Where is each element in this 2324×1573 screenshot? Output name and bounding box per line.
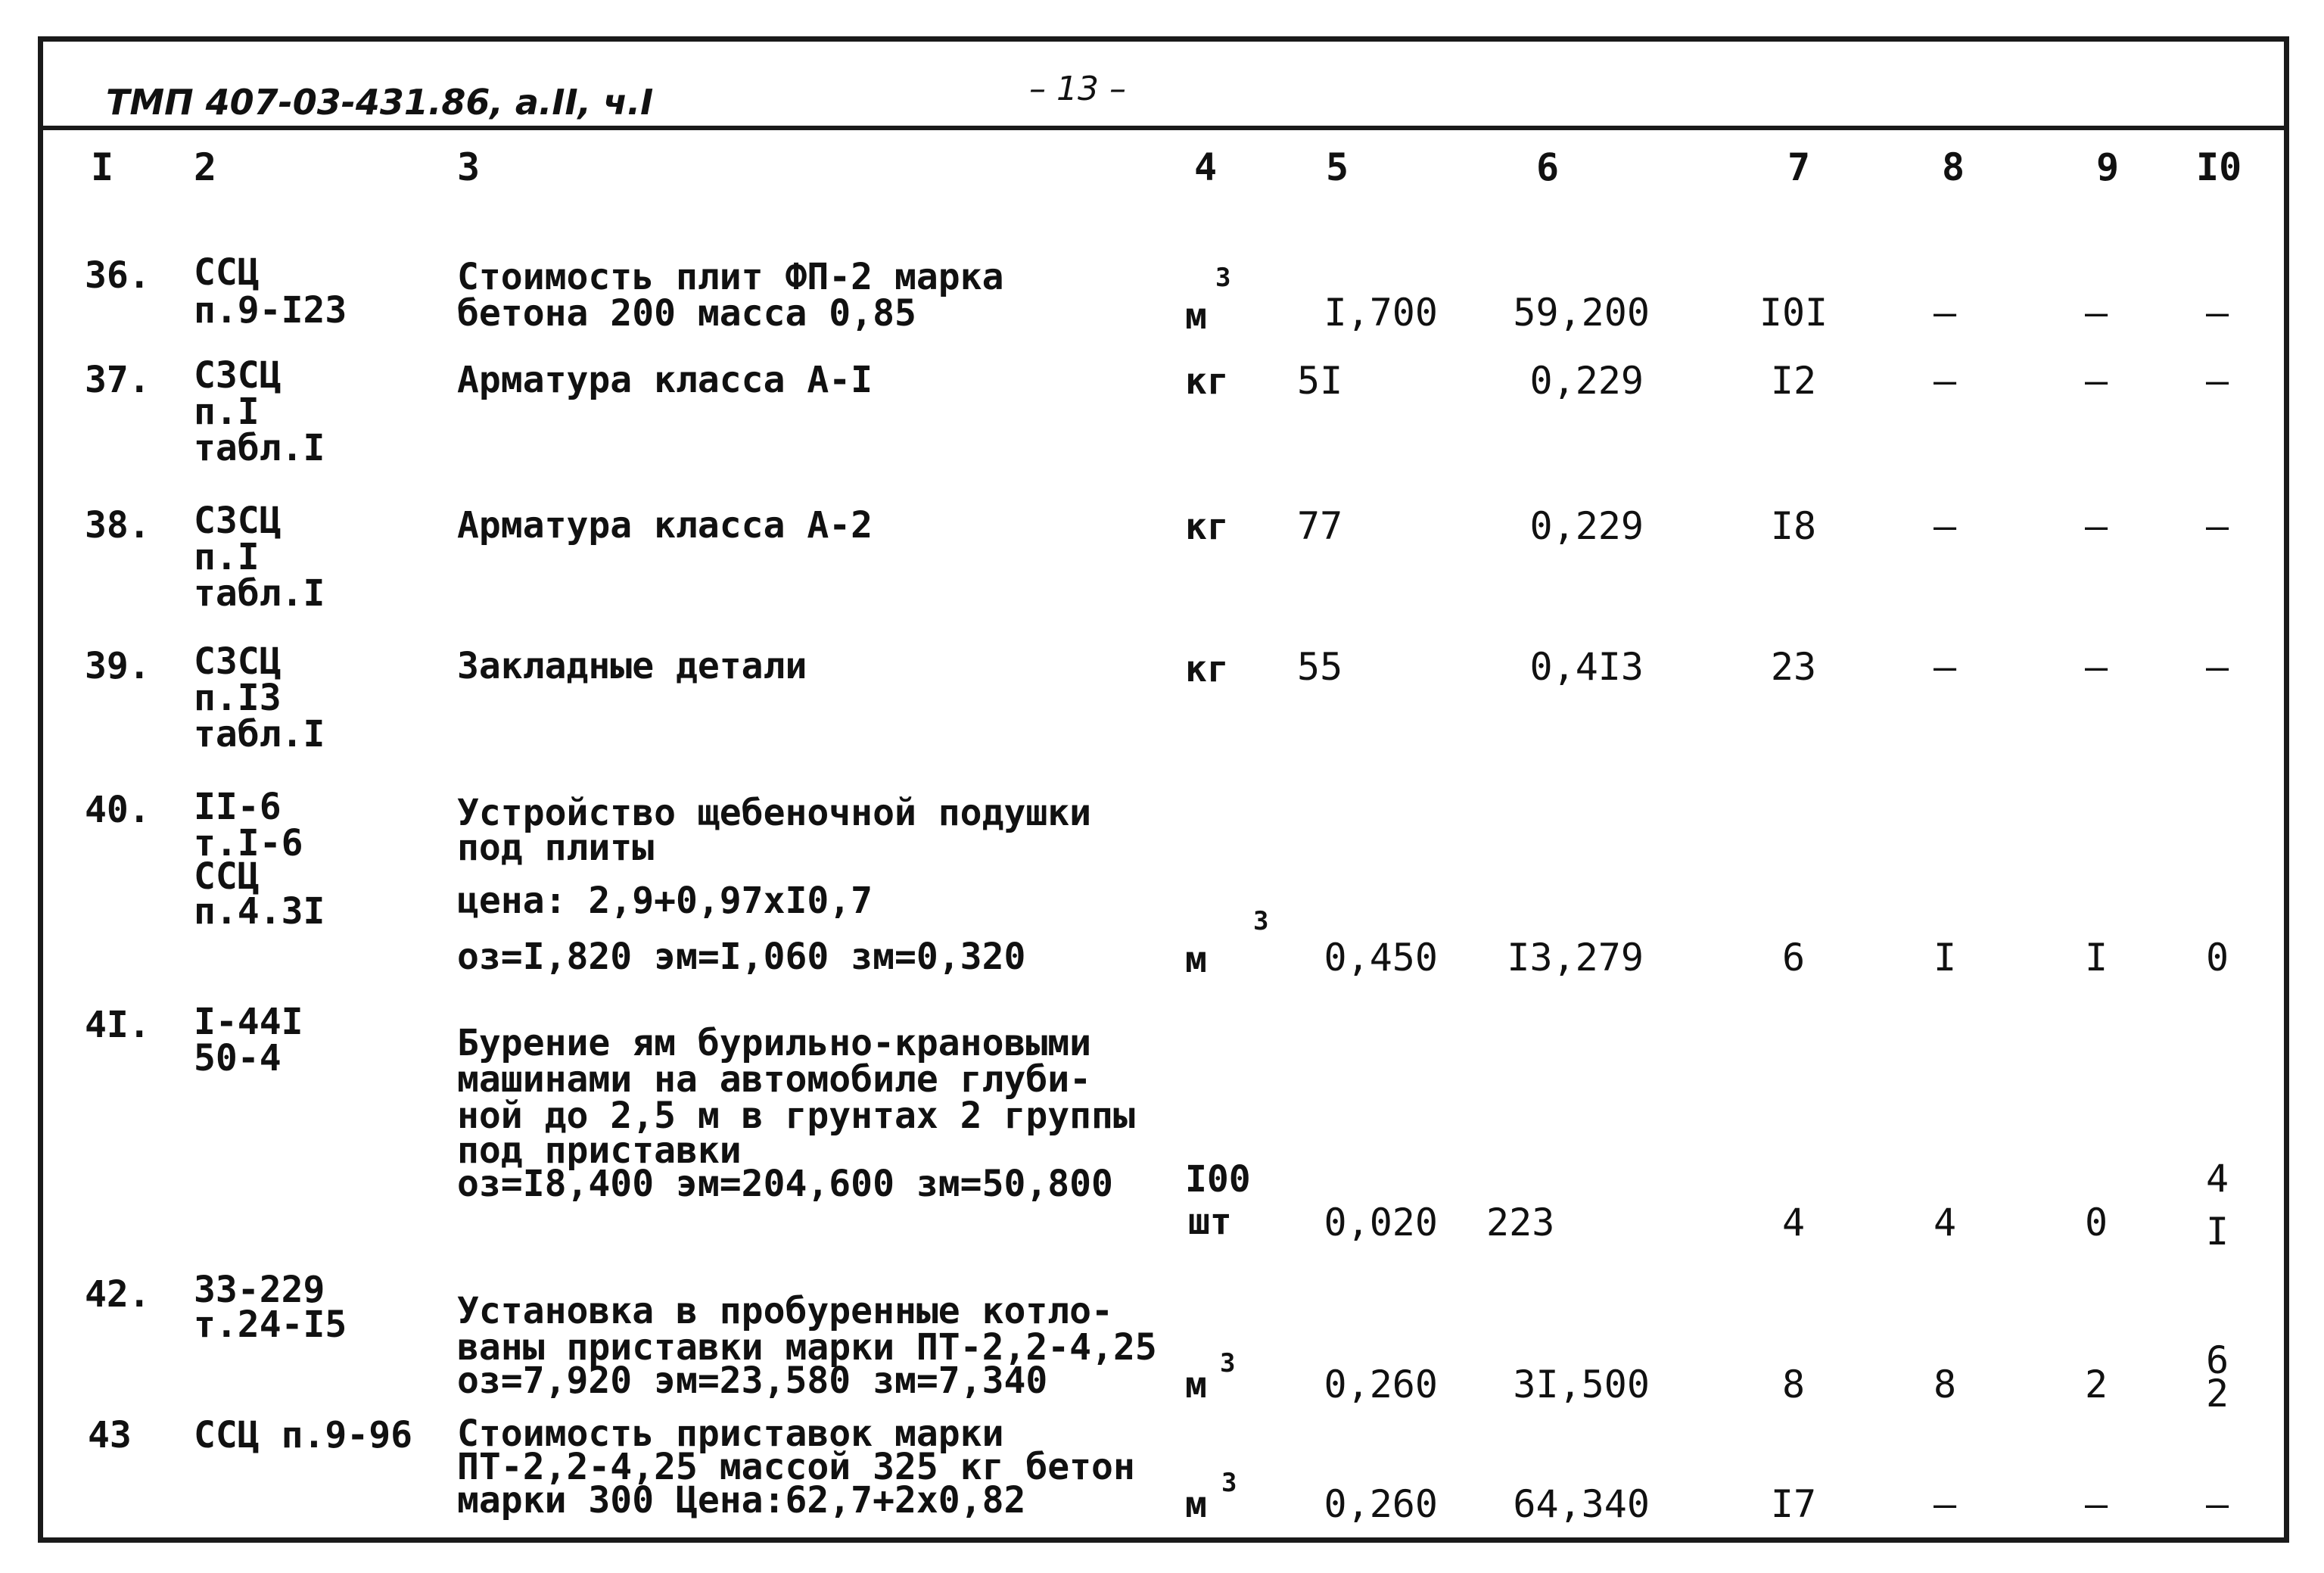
norm-code-line: I-44I: [194, 1001, 303, 1043]
unit-superscript: 3: [1215, 263, 1231, 293]
norm-code-line: т.24-I5: [194, 1304, 347, 1346]
col8-value: –: [1933, 645, 1957, 689]
description-line: под плиты: [457, 827, 655, 869]
unit-price: 0,4I3: [1529, 645, 1644, 689]
row-number: 4I.: [85, 1004, 151, 1046]
col8-value: –: [1933, 359, 1957, 403]
unit-superscript: 3: [1253, 906, 1269, 936]
page-number: – 13 –: [1029, 70, 1126, 108]
description-line: Арматура класса А-I: [457, 359, 873, 401]
col8-value: 4: [1933, 1201, 1957, 1244]
norm-code-line: табл.I: [194, 427, 325, 469]
wage-breakdown: оз=I8,400 эм=204,600 зм=50,800: [457, 1163, 1113, 1205]
col9-value: –: [2084, 291, 2108, 335]
norm-code-line: ССЦ п.9-96: [194, 1414, 412, 1456]
description-line: ной до 2,5 м в грунтах 2 группы: [457, 1095, 1135, 1137]
norm-code-line: II-6: [194, 786, 282, 828]
description-line: марки 300 Цена:62,7+2х0,82: [457, 1479, 1026, 1522]
col9-value: –: [2084, 1482, 2108, 1526]
col-num-9: 9: [2096, 145, 2120, 189]
description-line: Стоимость плит ФП-2 марка: [457, 256, 1004, 298]
col10-value: –: [2205, 1482, 2229, 1526]
price-formula: цена: 2,9+0,97хI0,7: [457, 880, 873, 922]
col10-value: –: [2205, 291, 2229, 335]
unit-superscript: 3: [1220, 1348, 1236, 1378]
row-number: 37.: [85, 359, 151, 401]
unit-line-2: шт: [1188, 1201, 1232, 1243]
col8-value: I: [1933, 936, 1957, 980]
unit: м: [1185, 1364, 1207, 1406]
row-number: 40.: [85, 789, 151, 831]
page-frame: [38, 36, 2289, 1543]
quantity: 0,260: [1324, 1363, 1438, 1406]
description-line: Бурение ям бурильно-крановыми: [457, 1022, 1092, 1064]
description-line: бетона 200 масса 0,85: [457, 292, 916, 335]
col10-value: –: [2205, 645, 2229, 689]
unit: кг: [1185, 506, 1229, 548]
col-num-5: 5: [1326, 145, 1349, 189]
unit-price: 0,229: [1529, 504, 1644, 548]
unit-price: 0,229: [1529, 359, 1644, 403]
norm-code-line: п.I: [194, 391, 260, 433]
col-num-8: 8: [1942, 145, 1965, 189]
quantity: 0,260: [1324, 1482, 1438, 1526]
description-line: Закладные детали: [457, 645, 807, 687]
quantity: 0,020: [1324, 1201, 1438, 1244]
unit: кг: [1185, 360, 1229, 403]
wage-breakdown: оз=7,920 эм=23,580 зм=7,340: [457, 1360, 1048, 1402]
col-num-4: 4: [1194, 145, 1218, 189]
col-num-3: 3: [457, 145, 481, 189]
col9-value: I: [2084, 936, 2108, 980]
row-number: 43: [88, 1414, 132, 1456]
col7-value: I0I: [1759, 291, 1828, 335]
norm-code-line: ССЦ: [194, 251, 260, 294]
norm-code-line: п.I: [194, 536, 260, 578]
row-number: 42.: [85, 1273, 151, 1316]
col7-value: 8: [1781, 1363, 1806, 1406]
col10-value: –: [2205, 504, 2229, 548]
unit: м: [1185, 295, 1207, 338]
norm-code-line: т.I-6: [194, 822, 303, 864]
row-number: 38.: [85, 504, 151, 547]
unit-price: I3,279: [1507, 936, 1644, 980]
col-num-10: I0: [2196, 145, 2242, 189]
norm-code-line: 50-4: [194, 1037, 282, 1079]
col10-value: 4: [2205, 1157, 2229, 1201]
quantity: 0,450: [1324, 936, 1438, 980]
quantity: 77: [1297, 504, 1343, 548]
col7-value: 6: [1781, 936, 1806, 980]
quantity: 55: [1297, 645, 1343, 689]
col9-value: –: [2084, 359, 2108, 403]
col10-value: 0: [2205, 936, 2229, 980]
col8-value: –: [1933, 1482, 1957, 1526]
norm-code-line: табл.I: [194, 713, 325, 755]
description-line: ваны приставки марки ПТ-2,2-4,25: [457, 1326, 1157, 1369]
unit-price: 3I,500: [1513, 1363, 1650, 1406]
norm-code-line: п.4.3I: [194, 890, 325, 933]
col7-value: I8: [1770, 504, 1817, 548]
col10-value: –: [2205, 359, 2229, 403]
col10-value-2: 2: [2205, 1372, 2229, 1416]
header-rule: [42, 126, 2285, 130]
col9-value: 2: [2084, 1363, 2108, 1406]
col-num-6: 6: [1536, 145, 1560, 189]
col-num-1: I: [91, 145, 114, 189]
description-line: под приставки: [457, 1129, 742, 1172]
description-line: Устройство щебеночной подушки: [457, 792, 1092, 834]
col-num-2: 2: [194, 145, 217, 189]
col8-value: –: [1933, 291, 1957, 335]
unit-superscript: 3: [1221, 1468, 1237, 1498]
col7-value: I2: [1770, 359, 1817, 403]
unit: кг: [1185, 648, 1229, 690]
wage-breakdown: оз=I,820 эм=I,060 зм=0,320: [457, 936, 1026, 978]
quantity: I,700: [1324, 291, 1438, 335]
norm-code-line: СЗСЦ: [194, 640, 282, 683]
norm-code-line: ССЦ: [194, 855, 260, 898]
col7-value: 4: [1781, 1201, 1806, 1244]
norm-code-line: 33-229: [194, 1269, 325, 1311]
unit-price: 64,340: [1513, 1482, 1650, 1526]
description-line: ПТ-2,2-4,25 массой 325 кг бетон: [457, 1446, 1135, 1488]
col9-value: –: [2084, 504, 2108, 548]
description-line: Стоимость приставок марки: [457, 1413, 1004, 1455]
unit-price: 59,200: [1513, 291, 1650, 335]
col-num-7: 7: [1787, 145, 1811, 189]
norm-code-line: СЗСЦ: [194, 500, 282, 542]
unit-price: 223: [1486, 1201, 1555, 1244]
norm-code-line: табл.I: [194, 572, 325, 615]
col8-value: –: [1933, 504, 1957, 548]
col7-value: I7: [1770, 1482, 1817, 1526]
quantity: 5I: [1297, 359, 1343, 403]
col10-value: 6: [2205, 1338, 2229, 1382]
unit: м: [1185, 939, 1207, 981]
col9-value: 0: [2084, 1201, 2108, 1244]
unit: I00: [1185, 1158, 1251, 1201]
document-code: ТМП 407-03-431.86, а.II, ч.I: [106, 82, 654, 123]
col10-value-2: I: [2205, 1210, 2229, 1254]
row-number: 39.: [85, 645, 151, 687]
row-number: 36.: [85, 254, 151, 297]
col8-value: 8: [1933, 1363, 1957, 1406]
description-line: машинами на автомобиле глуби-: [457, 1058, 1092, 1101]
norm-code-line: п.9-I23: [194, 289, 347, 332]
norm-code-line: п.I3: [194, 677, 282, 719]
col7-value: 23: [1770, 645, 1817, 689]
description-line: Установка в пробуренные котло-: [457, 1290, 1113, 1332]
norm-code-line: СЗСЦ: [194, 354, 282, 397]
col9-value: –: [2084, 645, 2108, 689]
unit: м: [1185, 1484, 1207, 1526]
description-line: Арматура класса А-2: [457, 504, 873, 547]
